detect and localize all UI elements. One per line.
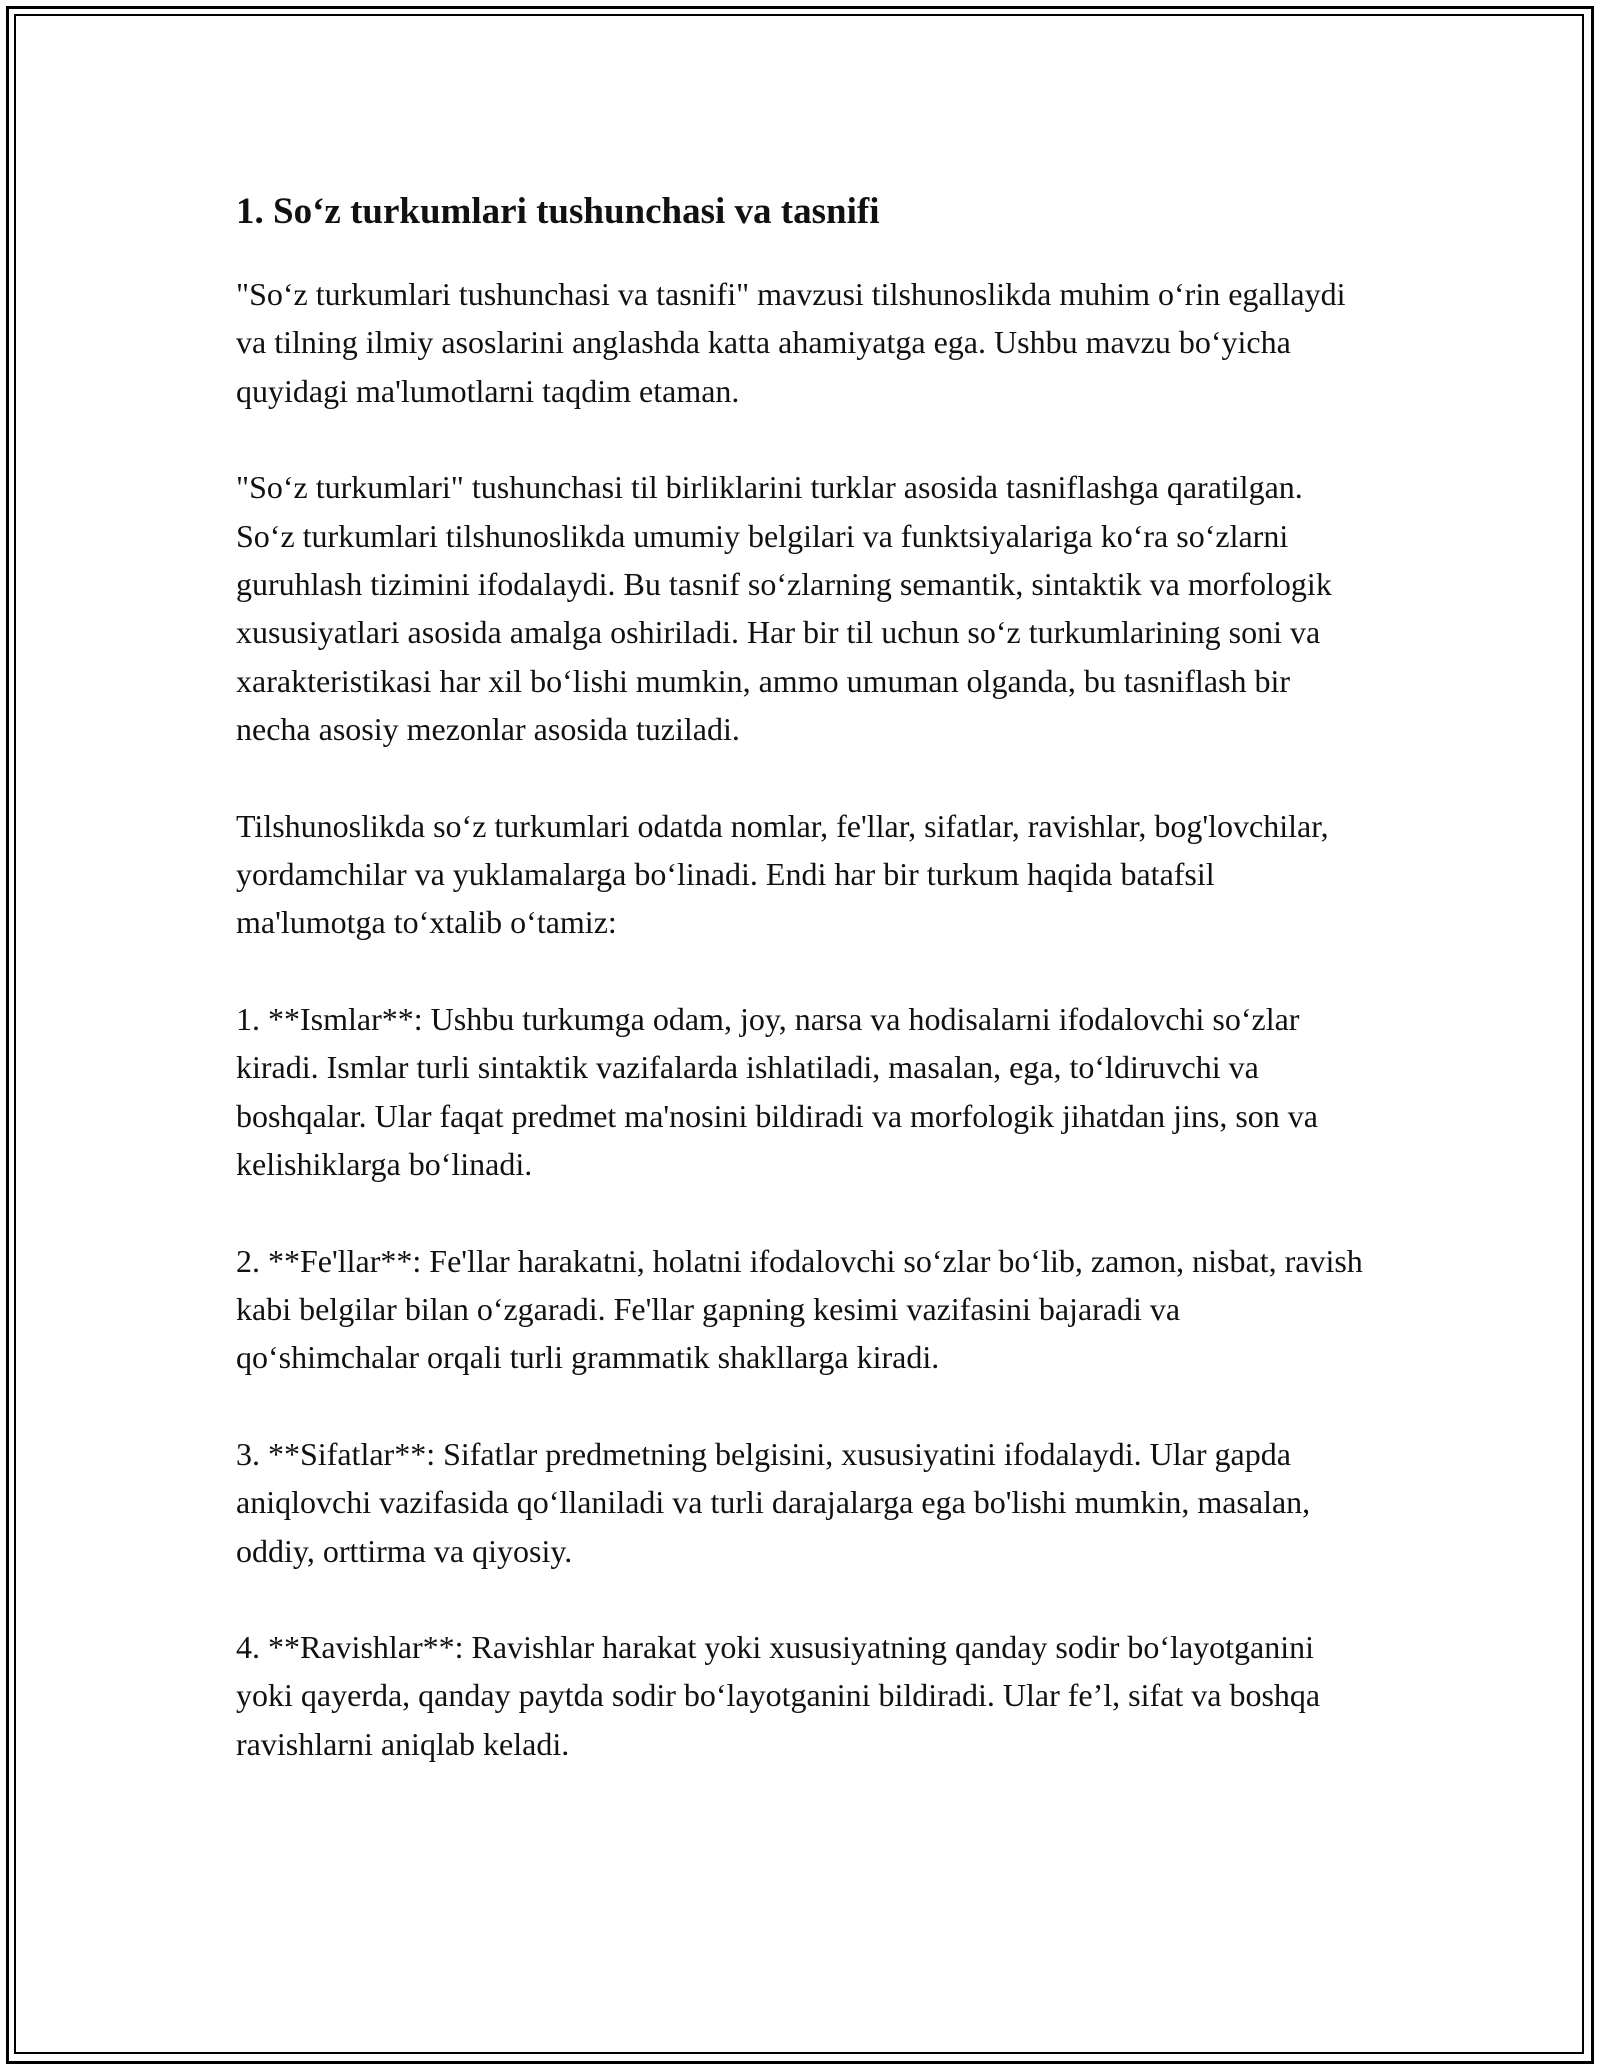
paragraph-nouns: 1. **Ismlar**: Ushbu turkumga odam, joy, narsa va hodisalarni ifodalovchi so‘zlar kiradi. Ismlar turli sintaktik vazifalarda ishlatiladi, masalan, ega, to‘ldiruvchi va boshqalar. Ular faqat predmet ma'nosini bildiradi va morfologik jihatdan jins, son va kelishiklarga bo‘linadi. xyxy=(236,1000,1318,1183)
paragraph-adverbs: 4. **Ravishlar**: Ravishlar harakat yoki xususiyatning qanday sodir bo‘layotganini yoki qayerda, qanday paytda sodir bo‘layotganini bildiradi. Ular fe’l, sifat va boshqa ravishlarni aniqlab keladi. xyxy=(236,1628,1321,1762)
paragraph-concept: "So‘z turkumlari" tushunchasi til birliklarini turklar asosida tasniflashga qaratilgan. So‘z turkumlari tilshunoslikda umumiy belgilari va funktsiyalariga ko‘ra so‘zlarni guruhlash tizimini ifodalaydi. Bu tasnif so‘zlarning semantik, sintaktik va morfologik xususiyatlari asosida amalga oshiriladi. Har bir til uchun so‘z turkumlarining soni va xarakteristikasi har xil bo‘lishi mumkin, ammo umuman olganda, bu tasniflash bir necha asosiy mezonlar asosida tuziladi. xyxy=(236,469,1332,748)
paragraph-categories: Tilshunoslikda so‘z turkumlari odatda nomlar, fe'llar, sifatlar, ravishlar, bog'lovchilar, yordamchilar va yuklamalarga bo‘linadi. Endi har bir turkum haqida batafsil ma'lumotga to‘xtalib o‘tamiz: xyxy=(236,807,1329,941)
section-heading: 1. So‘z turkumlari tushunchasi va tasnifi xyxy=(236,191,880,232)
paragraph-verbs: 2. **Fe'llar**: Fe'llar harakatni, holatni ifodalovchi so‘zlar bo‘lib, zamon, nisbat, ravish kabi belgilar bilan o‘zgaradi. Fe'llar gapning kesimi vazifasini bajaradi va qo‘shimchalar orqali turli grammatik shakllarga kiradi. xyxy=(236,1242,1363,1376)
document-body xyxy=(236,184,1366,1816)
paragraph-adjectives: 3. **Sifatlar**: Sifatlar predmetning belgisini, xususiyatini ifodalaydi. Ular gapda aniqlovchi vazifasida qo‘llaniladi va turli darajalarga ega bo'lishi mumkin, masalan, oddiy, orttirma va qiyosiy. xyxy=(236,1435,1311,1569)
paragraph-intro: "So‘z turkumlari tushunchasi va tasnifi" mavzusi tilshunoslikda muhim o‘rin egallaydi va tilning ilmiy asoslarini anglashda katta ahamiyatga ega. Ushbu mavzu bo‘yicha quyidagi ma'lumotlarni taqdim etaman. xyxy=(236,276,1346,409)
